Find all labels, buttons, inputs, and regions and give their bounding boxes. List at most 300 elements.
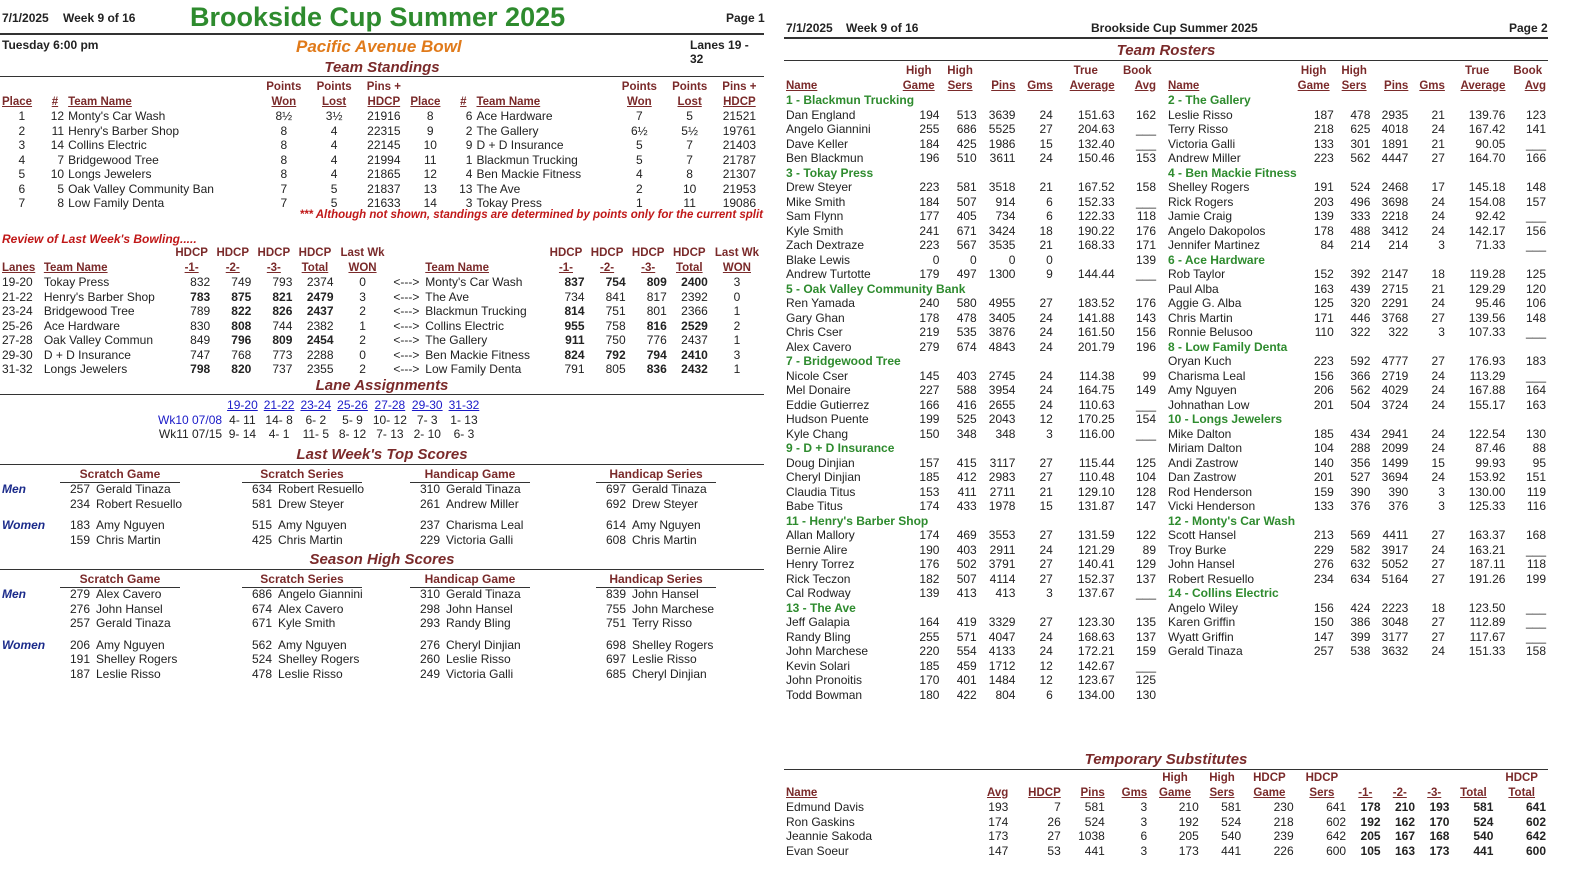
- stat-cell: 390: [1350, 484, 1371, 499]
- score-entry: [604, 638, 713, 653]
- player-row: [784, 122, 1158, 137]
- team-name: 2 - The Gallery: [1168, 93, 1251, 107]
- stat-cell: 24: [1431, 122, 1445, 136]
- score-cell: 836: [646, 362, 667, 376]
- stat-cell: 1499: [1381, 455, 1409, 470]
- assignment-cell: 8- 12: [338, 427, 367, 441]
- score-value: 279: [69, 587, 90, 601]
- lane-header-link[interactable]: 29-30: [411, 398, 443, 412]
- score-value: 298: [419, 601, 440, 616]
- standings-cell: 11: [424, 152, 437, 167]
- stat-cell: 634: [1350, 571, 1371, 586]
- player-row: [784, 499, 1158, 514]
- score-cell: 814: [564, 304, 585, 318]
- stat-cell: 170.25: [1077, 412, 1115, 426]
- stat-cell: 21: [1431, 281, 1445, 296]
- standings-cell: 5½: [681, 123, 698, 138]
- table-row: [156, 427, 482, 442]
- player-name: Shelley Rogers: [1168, 180, 1250, 194]
- stat-cell: 174: [919, 499, 940, 513]
- stat-cell: 118: [1136, 209, 1156, 223]
- bowler-name: John Hansel: [96, 601, 163, 616]
- column-header: [1017, 64, 1054, 79]
- sub-stat: 7: [1054, 800, 1061, 814]
- standings-cell: 22315: [367, 123, 401, 138]
- column-header: Avg: [1524, 79, 1546, 92]
- player-row: [784, 340, 1158, 355]
- standings-cell: 1: [636, 196, 643, 210]
- standings-cell: 7: [57, 152, 65, 167]
- stat-cell: 178: [1313, 223, 1334, 238]
- table-row: [0, 109, 764, 124]
- player-row: [1166, 528, 1548, 543]
- standings-cell: 10: [682, 181, 697, 196]
- header-row: [784, 64, 1158, 79]
- player-name: Karen Griffin: [1168, 615, 1236, 629]
- versus-cell: <--->: [393, 318, 420, 333]
- bowler-name: Shelley Rogers: [632, 637, 714, 652]
- versus-cell: <--->: [393, 304, 420, 318]
- score-entry: [418, 587, 521, 602]
- lane-header-link[interactable]: 19-20: [227, 398, 258, 412]
- standings-cell: 7: [636, 109, 643, 123]
- team-row: [784, 166, 1158, 181]
- stat-cell: 234: [1313, 571, 1334, 586]
- score-cell: 820: [231, 362, 252, 376]
- player-row: [784, 180, 1158, 195]
- stat-cell: 535: [956, 325, 977, 339]
- column-header: [1166, 64, 1291, 79]
- score-cell: 832: [190, 275, 211, 289]
- stat-cell: 24: [1431, 397, 1445, 412]
- player-name: Rod Henderson: [1168, 484, 1253, 499]
- assignment-cell: 4- 1: [268, 427, 290, 441]
- lane-header-link[interactable]: 25-26: [337, 398, 368, 412]
- stat-cell: 107.33: [1468, 325, 1506, 339]
- table-row: [0, 290, 764, 305]
- stat-cell: 3177: [1381, 629, 1409, 644]
- sub-stat: 540: [1473, 829, 1494, 843]
- stat-cell: 4114: [989, 571, 1016, 586]
- stat-cell: 5525: [988, 122, 1016, 136]
- stat-cell: 170: [919, 673, 940, 687]
- score-cell: 2454: [306, 333, 334, 347]
- column-header: Book: [1122, 65, 1152, 77]
- stat-cell: 2935: [1381, 107, 1409, 122]
- player-row: [1166, 601, 1548, 616]
- sub-name: Edmund Davis: [786, 800, 865, 814]
- stat-cell: 132.40: [1077, 136, 1115, 151]
- column-header: Book: [1513, 65, 1543, 77]
- won-cell: 1: [359, 318, 366, 333]
- bowler-name: Victoria Galli: [446, 666, 514, 681]
- stat-cell: 24: [1039, 629, 1053, 644]
- stat-cell: 4447: [1381, 151, 1409, 165]
- score-cell: 789: [190, 304, 211, 318]
- bowler-name: Gerald Tinaza: [632, 482, 707, 496]
- score-column-title: Scratch Series: [242, 467, 362, 483]
- standings-cell: 7: [280, 181, 288, 196]
- sub-stat: 441: [1473, 843, 1494, 858]
- season-high-title: Season High Scores: [309, 551, 455, 568]
- column-header: Pins: [1384, 79, 1409, 92]
- score-value: 237: [419, 518, 440, 532]
- stat-cell: 4133: [988, 644, 1016, 658]
- bowler-name: Gerald Tinaza: [96, 616, 171, 630]
- stat-cell: 150.46: [1077, 151, 1115, 165]
- score-value: 686: [251, 587, 272, 601]
- standings-cell: 1: [18, 109, 26, 123]
- men-label: Men: [2, 482, 26, 496]
- standings-cell: 10: [423, 138, 437, 152]
- stat-cell: 137: [1135, 629, 1156, 644]
- score-entry: [250, 638, 347, 653]
- bowler-name: Leslie Risso: [278, 666, 343, 681]
- score-value: 187: [69, 666, 90, 681]
- stat-cell: 184: [919, 136, 940, 151]
- stat-cell: 3518: [988, 180, 1016, 194]
- stat-cell: 399: [1350, 629, 1371, 644]
- team-row: [1166, 514, 1548, 529]
- sub-stat: 167: [1394, 829, 1416, 843]
- standings-cell: 5: [636, 138, 643, 152]
- stat-cell: 128: [1135, 484, 1156, 499]
- stat-cell: 12: [1039, 673, 1053, 687]
- player-name: Mike Dalton: [1168, 426, 1232, 441]
- stat-cell: 554: [956, 644, 977, 658]
- stat-cell: 255: [919, 629, 940, 644]
- stat-cell: 199: [919, 412, 940, 426]
- sub-stat: 600: [1326, 843, 1347, 858]
- stat-cell: 424: [1350, 600, 1371, 615]
- player-row: [1166, 427, 1548, 442]
- stat-cell: ___: [1525, 136, 1546, 151]
- stat-cell: 139: [919, 586, 940, 600]
- stat-cell: 122: [1135, 528, 1156, 542]
- sub-name: Evan Soeur: [786, 843, 849, 858]
- stat-cell: 588: [956, 383, 977, 397]
- stat-cell: 122.33: [1077, 209, 1115, 223]
- standings-cell: 4: [330, 123, 338, 138]
- stat-cell: 184: [919, 194, 940, 209]
- score-value: 310: [419, 482, 440, 496]
- score-value: 229: [419, 532, 440, 547]
- stat-cell: 348: [995, 426, 1016, 441]
- score-entry: [604, 587, 699, 602]
- score-entry: [418, 638, 521, 653]
- stat-cell: 21: [1039, 180, 1053, 194]
- stat-cell: 183.52: [1077, 296, 1115, 310]
- sub-stat: 53: [1047, 843, 1061, 858]
- stat-cell: 241: [919, 223, 940, 238]
- player-row: [1166, 224, 1548, 239]
- sub-stat: 178: [1360, 800, 1381, 814]
- score-entry: [604, 518, 701, 533]
- player-row: [784, 673, 1158, 688]
- assignment-cell: 11- 5: [302, 427, 330, 441]
- stat-cell: 163.37: [1468, 528, 1506, 542]
- player-name: Claudia Titus: [786, 484, 856, 499]
- won-cell: 2: [359, 304, 366, 318]
- player-row: [784, 557, 1158, 572]
- bowler-name: Gerald Tinaza: [96, 482, 171, 496]
- score-value: 634: [251, 482, 272, 496]
- league-title: Brookside Cup Summer 2025: [190, 2, 566, 32]
- stat-cell: ___: [1135, 397, 1156, 412]
- player-row: [1166, 108, 1548, 123]
- score-cell: 2366: [681, 304, 708, 318]
- versus-cell: <--->: [393, 275, 420, 289]
- team-name: 1 - Blackmun Trucking: [786, 93, 915, 107]
- score-cell: 805: [605, 362, 626, 376]
- standings-cell: 21994: [367, 152, 401, 167]
- player-row: [1166, 180, 1548, 195]
- stat-cell: 416: [956, 397, 977, 412]
- stat-cell: 180: [919, 687, 940, 702]
- player-row: [1166, 282, 1548, 297]
- stat-cell: 433: [956, 499, 977, 513]
- stat-cell: 625: [1350, 122, 1371, 136]
- score-entry: [250, 652, 359, 667]
- stat-cell: 87.46: [1475, 441, 1506, 455]
- won-cell: 1: [733, 333, 741, 347]
- won-cell: 0: [359, 347, 366, 362]
- stat-cell: 5164: [1381, 571, 1409, 586]
- player-name: Zach Dextraze: [786, 238, 865, 252]
- score-column-title: Handicap Game: [410, 572, 530, 588]
- stat-cell: 135: [1135, 615, 1156, 629]
- lanes-range: Lanes 19 - 32: [690, 38, 749, 66]
- player-name: Todd Bowman: [786, 687, 863, 702]
- stat-cell: 24: [1431, 296, 1445, 310]
- team-name: 8 - Low Family Denta: [1168, 339, 1288, 354]
- stat-cell: 24: [1431, 194, 1445, 209]
- stat-cell: ___: [1525, 600, 1546, 615]
- stat-cell: 168.33: [1077, 238, 1115, 252]
- player-name: Rick Teczon: [786, 571, 851, 586]
- stat-cell: 119: [1526, 484, 1546, 499]
- player-name: Mike Smith: [786, 194, 846, 209]
- score-value: 310: [419, 587, 440, 601]
- score-entry: [68, 497, 182, 512]
- stat-cell: 158: [1135, 180, 1156, 194]
- week-label-cell[interactable]: Wk10 07/08: [158, 412, 223, 427]
- lanes-cell: 29-30: [2, 347, 33, 362]
- stat-cell: 130: [1135, 687, 1156, 702]
- score-cell: 768: [231, 347, 252, 362]
- standings-cell: 4: [330, 138, 338, 152]
- stat-cell: 21: [1039, 484, 1053, 499]
- score-value: 755: [605, 601, 626, 616]
- stat-cell: 152.37: [1077, 571, 1115, 586]
- sub-stat: 6: [1140, 829, 1148, 843]
- score-cell: 2479: [306, 289, 334, 304]
- player-name: Andi Zastrow: [1168, 455, 1239, 470]
- stat-cell: 4411: [1382, 528, 1409, 542]
- column-header: Name: [786, 79, 818, 92]
- player-name: Angelo Dakopolos: [1168, 223, 1266, 238]
- stat-cell: 496: [1350, 194, 1371, 209]
- player-name: Amy Nguyen: [1168, 383, 1237, 397]
- stat-cell: 27: [1431, 151, 1445, 165]
- team-name: 3 - Tokay Press: [786, 165, 874, 180]
- stat-cell: 129: [1135, 557, 1156, 571]
- stat-cell: 114.38: [1078, 368, 1115, 383]
- player-row: [784, 412, 1158, 427]
- score-value: 608: [605, 532, 626, 547]
- stat-cell: 804: [995, 687, 1016, 702]
- score-column-title: Handicap Series: [596, 572, 716, 588]
- bowler-name: Amy Nguyen: [632, 518, 701, 532]
- score-value: 478: [251, 666, 272, 681]
- score-cell: 2400: [681, 275, 708, 289]
- player-row: [1166, 557, 1548, 572]
- stat-cell: 185: [1313, 426, 1334, 441]
- standings-cell: 8: [280, 152, 288, 167]
- score-entry: [418, 602, 513, 617]
- sub-stat: 162: [1394, 814, 1416, 829]
- team-name: 9 - D + D Insurance: [786, 441, 895, 455]
- stat-cell: 163: [1313, 281, 1334, 296]
- standings-cell: 12: [50, 109, 65, 123]
- team-name-cell: Henry's Barber Shop: [43, 289, 155, 304]
- stat-cell: 422: [956, 687, 977, 702]
- bowler-name: Alex Cavero: [96, 587, 162, 601]
- stat-cell: 366: [1350, 368, 1371, 383]
- stat-cell: 27: [1431, 310, 1445, 325]
- sub-row: [784, 844, 1548, 859]
- stat-cell: 405: [956, 209, 977, 223]
- stat-cell: 166: [1525, 151, 1546, 165]
- stat-cell: 151.33: [1468, 644, 1506, 658]
- stat-cell: 137.67: [1077, 586, 1115, 600]
- score-value: 276: [419, 637, 440, 652]
- bowler-name: Leslie Risso: [632, 652, 697, 666]
- sub-stat: 173: [988, 829, 1009, 843]
- team-name-cell: The Ave: [425, 289, 470, 304]
- stat-cell: 123: [1525, 107, 1546, 122]
- stat-cell: ___: [1135, 658, 1156, 673]
- stat-cell: 153: [1135, 151, 1156, 165]
- player-name: Hudson Puente: [786, 412, 869, 426]
- stat-cell: 356: [1350, 455, 1371, 470]
- stat-cell: 24: [1039, 151, 1053, 165]
- stat-cell: 27: [1039, 571, 1053, 586]
- standings-title: Team Standings: [324, 59, 440, 76]
- player-name: Ronnie Belusoo: [1168, 325, 1253, 339]
- standings-cell: 21307: [722, 167, 757, 181]
- score-value: 293: [419, 616, 440, 630]
- stat-cell: 425: [956, 136, 977, 151]
- stat-cell: 159: [1135, 644, 1156, 658]
- stat-cell: 104: [1135, 470, 1156, 484]
- score-value: 581: [251, 496, 272, 511]
- player-name: Charisma Leal: [1168, 368, 1246, 383]
- stat-cell: 27: [1039, 470, 1053, 484]
- team-name-cell: Bridgewood Tree: [43, 304, 135, 318]
- standings-cell: Collins Electric: [68, 138, 147, 152]
- stat-cell: 4047: [988, 629, 1016, 644]
- team-row: [1166, 166, 1548, 181]
- lane-header-link[interactable]: 23-24: [300, 398, 332, 412]
- lane-header-link[interactable]: 31-32: [448, 398, 480, 412]
- score-cell: 776: [646, 333, 667, 347]
- player-name: Rob Taylor: [1168, 267, 1226, 281]
- stat-cell: 141.88: [1077, 310, 1115, 325]
- review-title: Review of Last Week's Bowling.....: [2, 232, 197, 246]
- stat-cell: 90.05: [1475, 136, 1506, 151]
- stat-cell: 513: [956, 107, 977, 122]
- team-name: 5 - Oak Valley Community Bank: [786, 281, 966, 296]
- score-entry: [68, 587, 161, 602]
- stat-cell: 3412: [1381, 223, 1409, 238]
- score-column-title: Handicap Series: [596, 467, 716, 483]
- stat-cell: 2711: [989, 484, 1016, 499]
- stat-cell: 113.29: [1469, 368, 1506, 383]
- lane-header-link[interactable]: 21-22: [263, 398, 295, 412]
- score-entry: [418, 652, 511, 667]
- stat-cell: 24: [1431, 209, 1445, 223]
- standings-cell: 9: [465, 138, 473, 152]
- player-name: Eddie Gutierrez: [786, 397, 870, 412]
- score-entry: [250, 667, 343, 682]
- score-column-title: Handicap Game: [410, 467, 530, 483]
- player-name: John Hansel: [1168, 557, 1235, 571]
- score-cell: 750: [605, 333, 626, 347]
- standings-cell: 13: [423, 181, 437, 196]
- table-row: [0, 333, 764, 348]
- stat-cell: 95: [1532, 455, 1546, 470]
- stat-cell: 24: [1431, 441, 1445, 455]
- lane-header-link[interactable]: 27-28: [374, 398, 406, 412]
- score-entry: [68, 482, 171, 497]
- stat-cell: 3694: [1381, 470, 1409, 484]
- player-name: Blake Lewis: [786, 252, 851, 267]
- score-value: 685: [605, 666, 626, 681]
- bowler-name: John Hansel: [632, 587, 699, 601]
- score-entry: [604, 482, 707, 497]
- stat-cell: 201.79: [1077, 339, 1115, 354]
- header-row: [1166, 64, 1548, 79]
- stat-cell: 150: [919, 426, 940, 441]
- column-header: [1410, 64, 1447, 79]
- player-row: [1166, 398, 1548, 413]
- stat-cell: 154.08: [1468, 194, 1506, 209]
- stat-cell: 21: [1431, 136, 1445, 151]
- sub-stat: 1038: [1078, 829, 1105, 843]
- stat-cell: 4955: [988, 296, 1016, 310]
- player-name: Randy Bling: [786, 629, 851, 644]
- player-row: [1166, 209, 1548, 224]
- table-row: [0, 124, 764, 139]
- stat-cell: 24: [1431, 542, 1445, 557]
- stat-cell: 3698: [1381, 194, 1409, 209]
- team-row: [1166, 93, 1548, 108]
- player-row: [784, 383, 1158, 398]
- stat-cell: 183: [1525, 354, 1546, 368]
- stat-cell: ___: [1135, 122, 1156, 136]
- stat-cell: 153.92: [1468, 470, 1506, 484]
- lanes-cell: 31-32: [2, 362, 33, 376]
- team-name: 13 - The Ave: [786, 600, 856, 615]
- team-row: [1166, 412, 1548, 427]
- bowler-name: Alex Cavero: [278, 601, 344, 616]
- stat-cell: 157: [1525, 194, 1546, 209]
- player-name: Cal Rodway: [786, 586, 851, 600]
- score-cell: 875: [231, 289, 252, 304]
- bowler-name: Shelley Rogers: [96, 652, 178, 666]
- stat-cell: 223: [1313, 151, 1334, 165]
